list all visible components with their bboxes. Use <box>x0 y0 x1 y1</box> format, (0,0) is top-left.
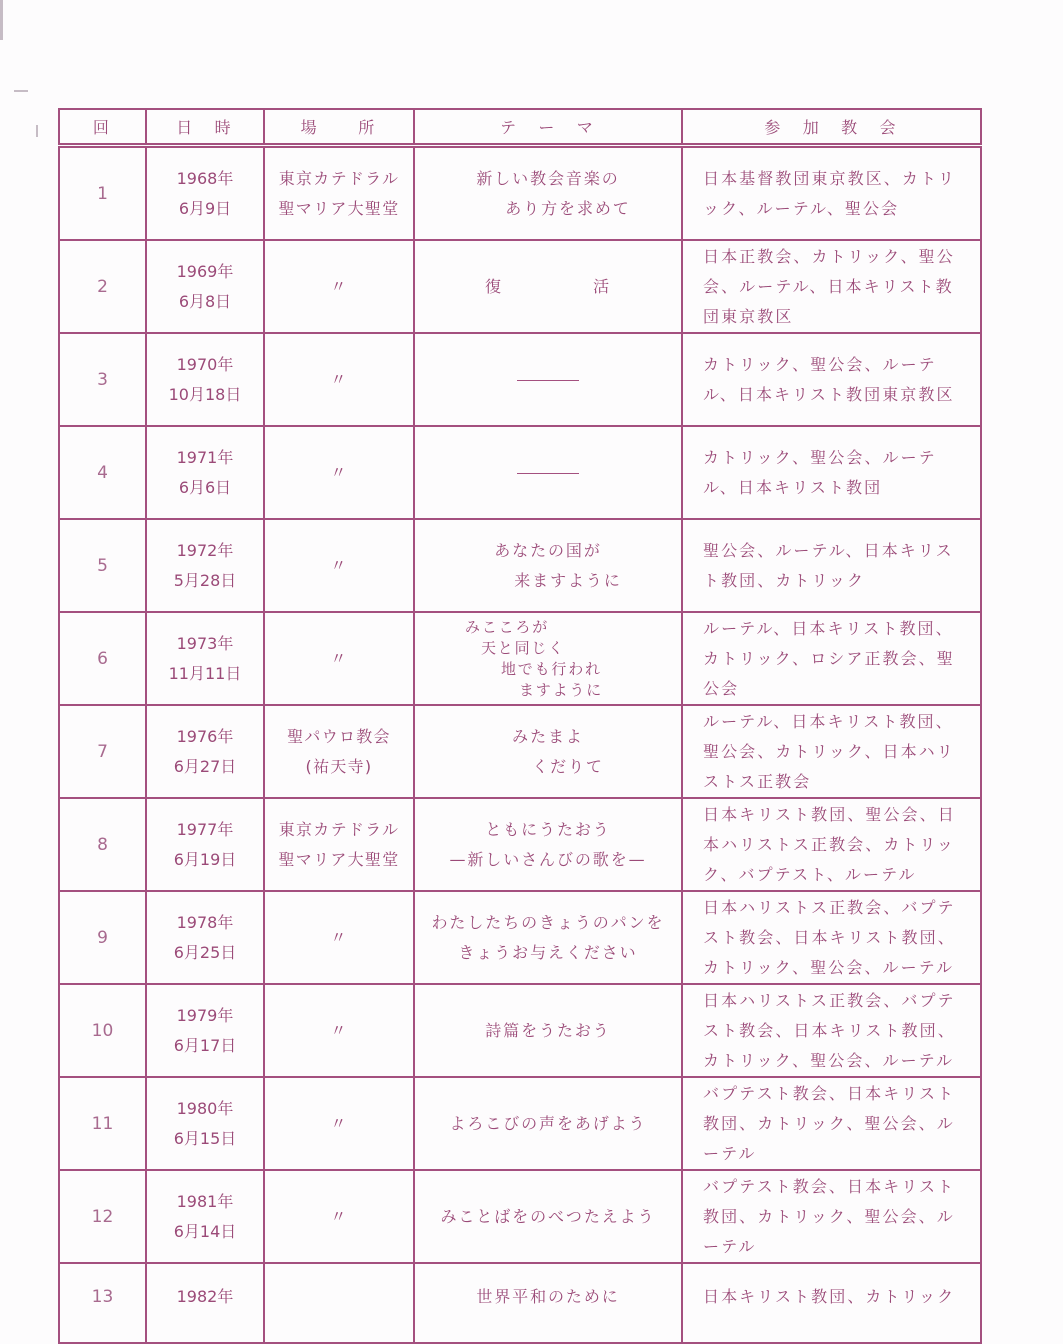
row-theme <box>414 705 682 798</box>
row-theme <box>414 426 682 519</box>
row-date <box>146 1263 264 1343</box>
row-number: 12 <box>59 1170 146 1263</box>
table-row <box>59 333 981 426</box>
row-place: 〃 <box>264 1077 414 1170</box>
row-theme <box>414 798 682 891</box>
table-row <box>59 1170 981 1263</box>
theme-line: ともにうたおう <box>485 819 611 839</box>
table-row <box>59 1263 981 1343</box>
theme-line: あり方を求めて <box>505 198 631 218</box>
row-year: 1981年 <box>176 1191 234 1211</box>
table-row <box>59 426 981 519</box>
table-row <box>59 984 981 1077</box>
row-day: 6月27日 <box>173 756 237 776</box>
theme-line: 地でも行われ <box>501 659 602 678</box>
table-row <box>59 519 981 612</box>
place-line: 東京カテドラル <box>278 168 400 188</box>
no-theme-dash <box>517 380 579 381</box>
row-day: 6月15日 <box>173 1128 237 1148</box>
row-date <box>146 146 264 241</box>
table-row <box>59 146 981 241</box>
row-date <box>146 519 264 612</box>
row-number: 1 <box>59 146 146 241</box>
row-day: 6月17日 <box>173 1035 237 1055</box>
row-year: 1972年 <box>176 540 234 560</box>
row-theme <box>414 146 682 241</box>
row-number: 8 <box>59 798 146 891</box>
header-place: 場 所 <box>264 109 414 146</box>
theme-line: みたまよ <box>512 726 584 746</box>
row-number: 4 <box>59 426 146 519</box>
row-date <box>146 240 264 333</box>
row-day: 6月9日 <box>178 198 232 218</box>
theme-line: わたしたちのきょうのパンを <box>431 912 665 932</box>
theme-word: 復 <box>485 276 503 296</box>
table-row <box>59 612 981 705</box>
row-churches: 日本ハリストス正教会、バプテスト教会、日本キリスト教団、カトリック、聖公会、ルーテル <box>682 891 981 984</box>
place-line: 東京カテドラル <box>278 819 400 839</box>
row-day: 6月14日 <box>173 1221 237 1241</box>
theme-word: 活 <box>593 276 611 296</box>
row-theme <box>414 240 682 333</box>
row-place <box>264 705 414 798</box>
table-row <box>59 1077 981 1170</box>
row-theme: 世界平和のために <box>414 1263 682 1343</box>
row-day: 11月11日 <box>168 663 242 683</box>
table-header-row <box>59 109 981 146</box>
row-number: 13 <box>59 1263 146 1343</box>
row-churches: カトリック、聖公会、ルーテル、日本キリスト教団東京教区 <box>682 333 981 426</box>
row-place: 〃 <box>264 984 414 1077</box>
row-theme <box>414 891 682 984</box>
header-theme: テ ー マ <box>414 109 682 146</box>
row-day: 6月19日 <box>173 849 237 869</box>
row-date <box>146 426 264 519</box>
row-number: 10 <box>59 984 146 1077</box>
theme-line: 来ますように <box>514 570 622 590</box>
row-churches: ルーテル、日本キリスト教団、カトリック、ロシア正教会、聖公会 <box>682 612 981 705</box>
no-theme-dash <box>517 473 579 474</box>
theme-line: ますように <box>519 680 604 699</box>
table-row <box>59 240 981 333</box>
row-churches: 聖公会、ルーテル、日本キリスト教団、カトリック <box>682 519 981 612</box>
table-row <box>59 798 981 891</box>
row-year: 1970年 <box>176 354 234 374</box>
row-theme: 詩篇をうたおう <box>414 984 682 1077</box>
row-churches: バプテスト教会、日本キリスト教団、カトリック、聖公会、ルーテル <box>682 1077 981 1170</box>
row-date <box>146 1077 264 1170</box>
place-line: 聖マリア大聖堂 <box>278 198 400 218</box>
row-year: 1978年 <box>176 912 234 932</box>
theme-line: 天と同じく <box>481 638 566 657</box>
row-year: 1982年 <box>176 1287 234 1306</box>
row-year: 1968年 <box>176 168 234 188</box>
theme-line: —新しいさんびの歌を— <box>449 849 647 869</box>
row-theme: みことばをのべつたえよう <box>414 1170 682 1263</box>
row-theme: よろこびの声をあげよう <box>414 1077 682 1170</box>
scan-mark <box>36 125 38 137</box>
row-day: 10月18日 <box>168 384 242 404</box>
row-year: 1980年 <box>176 1098 234 1118</box>
row-number: 11 <box>59 1077 146 1170</box>
row-place <box>264 1263 414 1343</box>
row-day: 5月28日 <box>173 570 237 590</box>
row-churches: カトリック、聖公会、ルーテル、日本キリスト教団 <box>682 426 981 519</box>
theme-line: みこころが <box>465 617 550 636</box>
row-place: 〃 <box>264 240 414 333</box>
row-date <box>146 798 264 891</box>
row-churches: 日本基督教団東京教区、カトリック、ルーテル、聖公会 <box>682 146 981 241</box>
row-date <box>146 984 264 1077</box>
place-line: 聖パウロ教会 <box>287 726 391 746</box>
scan-mark <box>14 90 28 92</box>
row-number: 9 <box>59 891 146 984</box>
theme-line: くだりて <box>532 756 604 776</box>
row-number: 7 <box>59 705 146 798</box>
theme-line: 新しい教会音楽の <box>476 168 620 188</box>
row-day: 6月6日 <box>178 477 232 497</box>
events-table <box>58 108 982 1344</box>
row-theme <box>414 333 682 426</box>
header-churches: 参 加 教 会 <box>682 109 981 146</box>
row-year: 1979年 <box>176 1005 234 1025</box>
row-place: 〃 <box>264 519 414 612</box>
header-number: 回 <box>59 109 146 146</box>
theme-line: きょうお与えください <box>458 942 638 962</box>
row-day: 6月25日 <box>173 942 237 962</box>
row-theme <box>414 612 682 705</box>
header-date: 日 時 <box>146 109 264 146</box>
table-row <box>59 705 981 798</box>
row-place: 〃 <box>264 426 414 519</box>
row-place: 〃 <box>264 1170 414 1263</box>
row-churches: バプテスト教会、日本キリスト教団、カトリック、聖公会、ルーテル <box>682 1170 981 1263</box>
scan-mark <box>0 0 3 40</box>
row-theme <box>414 519 682 612</box>
row-day: 6月8日 <box>178 291 232 311</box>
row-date <box>146 891 264 984</box>
row-place: 〃 <box>264 891 414 984</box>
theme-line: あなたの国が <box>494 540 602 560</box>
row-date <box>146 1170 264 1263</box>
row-number: 6 <box>59 612 146 705</box>
row-place: 〃 <box>264 333 414 426</box>
row-place: 〃 <box>264 612 414 705</box>
row-number: 3 <box>59 333 146 426</box>
row-year: 1976年 <box>176 726 234 746</box>
row-year: 1973年 <box>176 633 234 653</box>
row-year: 1977年 <box>176 819 234 839</box>
row-churches: 日本キリスト教団、聖公会、日本ハリストス正教会、カトリック、バプテスト、ルーテル <box>682 798 981 891</box>
row-year: 1969年 <box>176 261 234 281</box>
row-churches: 日本ハリストス正教会、バプテスト教会、日本キリスト教団、カトリック、聖公会、ルーテル <box>682 984 981 1077</box>
place-line: (祐天寺) <box>305 756 373 776</box>
row-number: 2 <box>59 240 146 333</box>
row-churches: 日本正教会、カトリック、聖公会、ルーテル、日本キリスト教団東京教区 <box>682 240 981 333</box>
place-line: 聖マリア大聖堂 <box>278 849 400 869</box>
row-date <box>146 333 264 426</box>
row-year: 1971年 <box>176 447 234 467</box>
table-row <box>59 891 981 984</box>
row-place <box>264 798 414 891</box>
row-number: 5 <box>59 519 146 612</box>
row-date <box>146 705 264 798</box>
row-date <box>146 612 264 705</box>
row-place <box>264 146 414 241</box>
row-churches: ルーテル、日本キリスト教団、聖公会、カトリック、日本ハリストス正教会 <box>682 705 981 798</box>
row-churches: 日本キリスト教団、カトリック <box>682 1263 981 1343</box>
